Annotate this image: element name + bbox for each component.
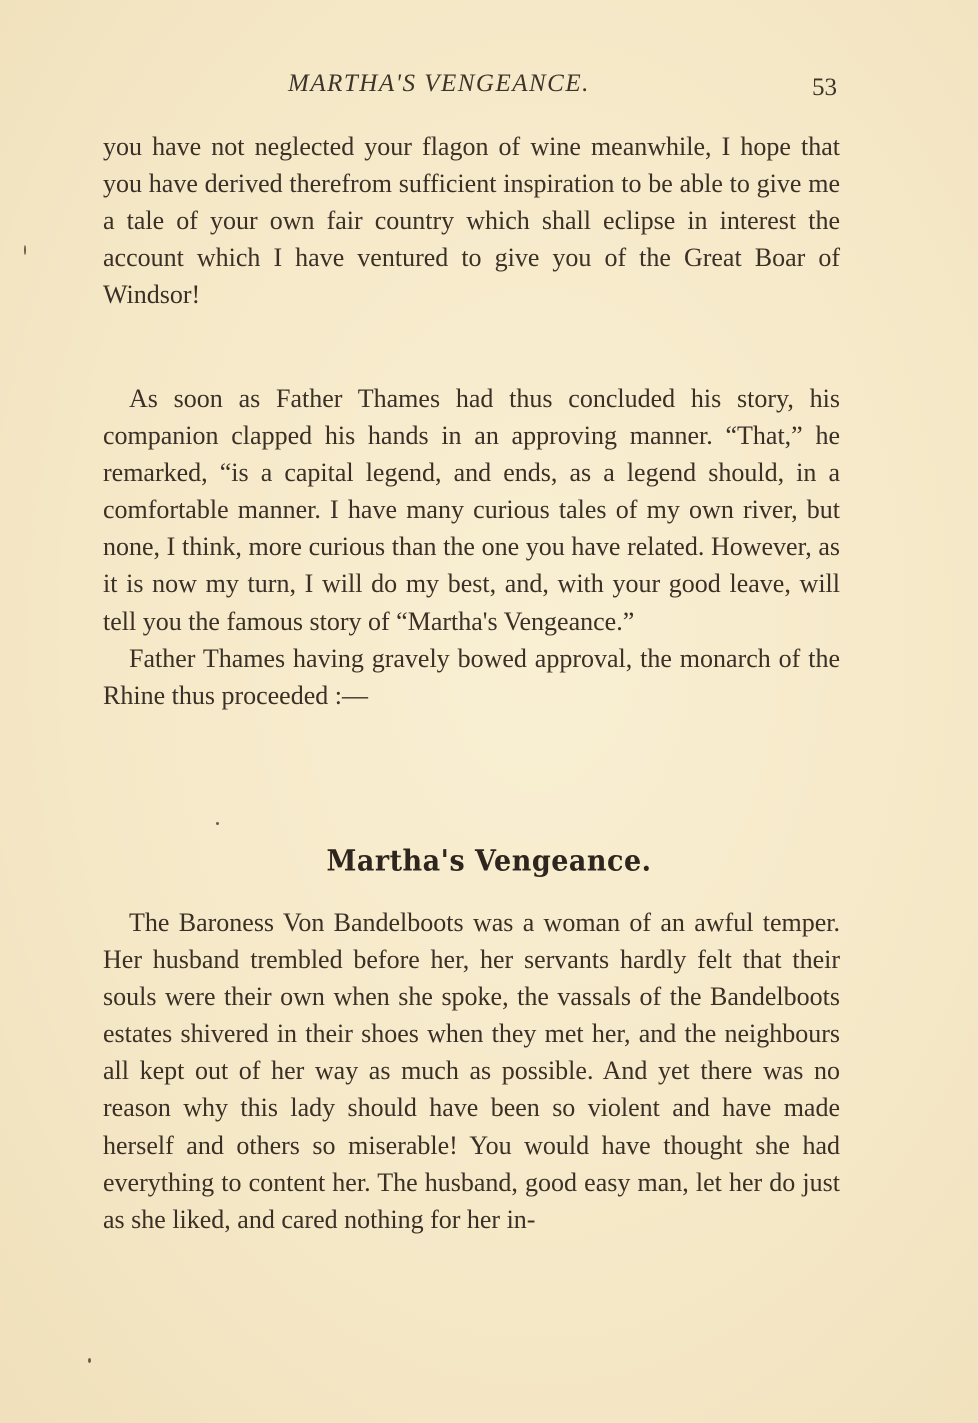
page-number: 53 xyxy=(812,74,837,101)
text-block-top xyxy=(103,128,840,313)
running-title: MARTHA'S VENGEANCE. xyxy=(288,70,590,97)
paragraph-father-thames-concluded: As soon as Father Thames had thus concluded his story, his companion clapped his hands in an approving manner. “That,” he remarked, “is a capital legend, and ends, as a legend should, in a comfortable manner. I have many curious tales of my own river, but none, I think, more curious than the one you have related. However, as it is now my turn, I will do my best, and, with your good leave, will tell you the famous story of “Martha's Vengeance.” xyxy=(103,384,840,636)
paragraph-monarch-proceeded: Father Thames having gravely bowed approval, the monarch of the Rhine thus proceeded :— xyxy=(103,643,840,710)
text-block-middle xyxy=(103,380,840,714)
section-title: Martha's Vengeance. xyxy=(326,844,652,879)
print-speck xyxy=(216,822,219,825)
paragraph-baroness: The Baroness Von Bandelboots was a woman of an awful temper. Her husband trembled before her, her servants hardly felt that their souls were their own when she spoke, the vassals of the Bandelboots estates shivered in their shoes when they met her, and the neighbours all kept out of her way as much as possible. And yet there was no reason why this lady should have been so violent and have made herself and others so miserable! You would have thought she had everything to content her. The husband, good easy man, let her do just as she liked, and cared nothing for her in- xyxy=(103,908,840,1234)
print-speck xyxy=(24,245,26,255)
print-speck xyxy=(88,1358,91,1363)
paragraph-continuation: you have not neglected your flagon of wine meanwhile, I hope that you have derived therefrom sufficient inspiration to be able to give me a tale of your own fair country which shall eclipse in interest the account which I have ventured to give you of the Great Boar of Windsor! xyxy=(103,132,840,310)
text-block-bottom xyxy=(103,904,840,1238)
